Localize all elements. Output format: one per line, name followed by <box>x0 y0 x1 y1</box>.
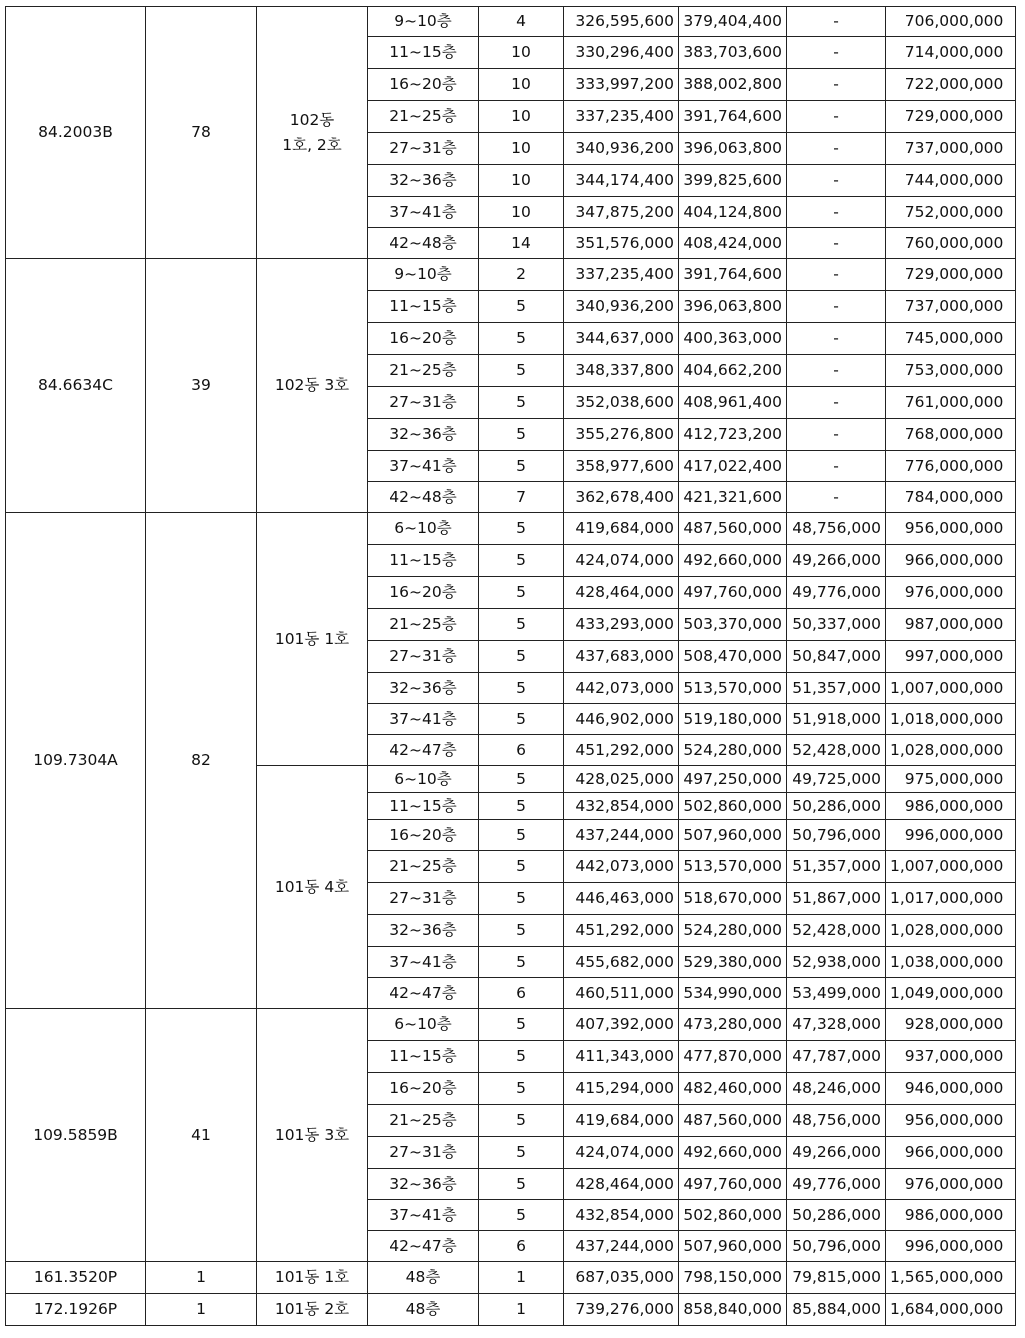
unit-count-cell: 5 <box>479 820 564 851</box>
unit-count-cell: 7 <box>479 482 564 513</box>
building-cost-cell: 507,960,000 <box>679 1231 787 1262</box>
unit-count-cell: 10 <box>479 197 564 228</box>
vat-cell: 47,787,000 <box>787 1041 886 1073</box>
supply-price-cell: 760,000,000 <box>886 228 1016 259</box>
supply-price-cell: 729,000,000 <box>886 101 1016 133</box>
supply-price-cell: 737,000,000 <box>886 133 1016 165</box>
supply-price-cell: 956,000,000 <box>886 1105 1016 1137</box>
building-cost-cell: 487,560,000 <box>679 1105 787 1137</box>
land-cost-cell: 407,392,000 <box>564 1009 679 1041</box>
land-cost-cell: 455,682,000 <box>564 947 679 978</box>
supply-price-cell: 1,007,000,000 <box>886 673 1016 704</box>
building-cost-cell: 421,321,600 <box>679 482 787 513</box>
unit-count-cell: 6 <box>479 735 564 766</box>
vat-cell: 50,796,000 <box>787 820 886 851</box>
building-cost-cell: 518,670,000 <box>679 883 787 915</box>
floor-range-cell: 21~25층 <box>368 609 479 641</box>
floor-range-cell: 11~15층 <box>368 793 479 820</box>
unit-count-cell: 5 <box>479 766 564 793</box>
land-cost-cell: 333,997,200 <box>564 69 679 101</box>
unit-count-cell: 5 <box>479 673 564 704</box>
unit-count-cell: 5 <box>479 1200 564 1231</box>
supply-price-cell: 737,000,000 <box>886 291 1016 323</box>
unit-count-cell: 1 <box>479 1294 564 1326</box>
table-row <box>6 513 1016 545</box>
building-cost-cell: 391,764,600 <box>679 259 787 291</box>
building-cost-cell: 513,570,000 <box>679 851 787 883</box>
unit-count-cell: 10 <box>479 101 564 133</box>
supply-price-cell: 937,000,000 <box>886 1041 1016 1073</box>
land-cost-cell: 340,936,200 <box>564 291 679 323</box>
supply-price-cell: 752,000,000 <box>886 197 1016 228</box>
land-cost-cell: 326,595,600 <box>564 7 679 37</box>
vat-cell: - <box>787 69 886 101</box>
floor-range-cell: 21~25층 <box>368 851 479 883</box>
land-cost-cell: 344,174,400 <box>564 165 679 197</box>
vat-cell: 50,847,000 <box>787 641 886 673</box>
unit-count-cell: 5 <box>479 545 564 577</box>
vat-cell: 51,357,000 <box>787 851 886 883</box>
building-cost-cell: 502,860,000 <box>679 793 787 820</box>
building-cost-cell: 492,660,000 <box>679 545 787 577</box>
vat-cell: 48,756,000 <box>787 513 886 545</box>
vat-cell: - <box>787 259 886 291</box>
supply-price-cell: 1,049,000,000 <box>886 978 1016 1009</box>
supply-price-cell: 996,000,000 <box>886 820 1016 851</box>
land-cost-cell: 437,244,000 <box>564 820 679 851</box>
total-units-cell: 1 <box>146 1262 257 1294</box>
building-cost-cell: 534,990,000 <box>679 978 787 1009</box>
unit-count-cell: 10 <box>479 165 564 197</box>
floor-range-cell: 48층 <box>368 1262 479 1294</box>
building-cost-cell: 388,002,800 <box>679 69 787 101</box>
total-units-cell: 41 <box>146 1009 257 1262</box>
land-cost-cell: 355,276,800 <box>564 419 679 451</box>
floor-range-cell: 11~15층 <box>368 291 479 323</box>
building-cost-cell: 492,660,000 <box>679 1137 787 1169</box>
floor-range-cell: 21~25층 <box>368 101 479 133</box>
building-cost-cell: 412,723,200 <box>679 419 787 451</box>
floor-range-cell: 27~31층 <box>368 641 479 673</box>
unit-count-cell: 5 <box>479 513 564 545</box>
unit-count-cell: 6 <box>479 1231 564 1262</box>
supply-price-cell: 928,000,000 <box>886 1009 1016 1041</box>
housing-type-cell: 109.7304A <box>6 513 146 1009</box>
supply-price-cell: 761,000,000 <box>886 387 1016 419</box>
supply-price-cell: 997,000,000 <box>886 641 1016 673</box>
building-cost-cell: 524,280,000 <box>679 735 787 766</box>
total-units-cell: 78 <box>146 7 257 259</box>
building-cost-cell: 379,404,400 <box>679 7 787 37</box>
land-cost-cell: 437,244,000 <box>564 1231 679 1262</box>
vat-cell: - <box>787 451 886 482</box>
building-cost-cell: 507,960,000 <box>679 820 787 851</box>
building-cost-cell: 482,460,000 <box>679 1073 787 1105</box>
unit-count-cell: 1 <box>479 1262 564 1294</box>
unit-count-cell: 5 <box>479 1073 564 1105</box>
floor-range-cell: 11~15층 <box>368 545 479 577</box>
land-cost-cell: 419,684,000 <box>564 513 679 545</box>
land-cost-cell: 446,902,000 <box>564 704 679 735</box>
building-cost-cell: 497,250,000 <box>679 766 787 793</box>
supply-price-cell: 996,000,000 <box>886 1231 1016 1262</box>
supply-price-cell: 729,000,000 <box>886 259 1016 291</box>
floor-range-cell: 42~48층 <box>368 482 479 513</box>
total-units-cell: 82 <box>146 513 257 1009</box>
land-cost-cell: 337,235,400 <box>564 259 679 291</box>
vat-cell: 52,938,000 <box>787 947 886 978</box>
building-cost-cell: 473,280,000 <box>679 1009 787 1041</box>
land-cost-cell: 347,875,200 <box>564 197 679 228</box>
building-cost-cell: 858,840,000 <box>679 1294 787 1326</box>
building-cost-cell: 404,662,200 <box>679 355 787 387</box>
vat-cell: 53,499,000 <box>787 978 886 1009</box>
unit-count-cell: 5 <box>479 1105 564 1137</box>
building-cost-cell: 487,560,000 <box>679 513 787 545</box>
vat-cell: - <box>787 101 886 133</box>
housing-type-cell: 84.2003B <box>6 7 146 259</box>
unit-count-cell: 5 <box>479 387 564 419</box>
vat-cell: - <box>787 37 886 69</box>
land-cost-cell: 433,293,000 <box>564 609 679 641</box>
supply-price-cell: 776,000,000 <box>886 451 1016 482</box>
vat-cell: 85,884,000 <box>787 1294 886 1326</box>
land-cost-cell: 432,854,000 <box>564 1200 679 1231</box>
total-units-cell: 1 <box>146 1294 257 1326</box>
unit-count-cell: 5 <box>479 451 564 482</box>
supply-price-cell: 987,000,000 <box>886 609 1016 641</box>
building-cost-cell: 408,961,400 <box>679 387 787 419</box>
vat-cell: 51,357,000 <box>787 673 886 704</box>
housing-type-cell: 172.1926P <box>6 1294 146 1326</box>
floor-range-cell: 11~15층 <box>368 37 479 69</box>
vat-cell: 52,428,000 <box>787 735 886 766</box>
vat-cell: 50,796,000 <box>787 1231 886 1262</box>
floor-range-cell: 42~47층 <box>368 735 479 766</box>
land-cost-cell: 446,463,000 <box>564 883 679 915</box>
floor-range-cell: 6~10층 <box>368 1009 479 1041</box>
building-unit-cell: 101동 1호 <box>257 1262 368 1294</box>
floor-range-cell: 27~31층 <box>368 133 479 165</box>
floor-range-cell: 32~36층 <box>368 419 479 451</box>
supply-price-cell: 986,000,000 <box>886 1200 1016 1231</box>
unit-count-cell: 10 <box>479 133 564 165</box>
unit-count-cell: 4 <box>479 7 564 37</box>
floor-range-cell: 37~41층 <box>368 947 479 978</box>
supply-price-cell: 966,000,000 <box>886 545 1016 577</box>
supply-price-cell: 1,038,000,000 <box>886 947 1016 978</box>
floor-range-cell: 32~36층 <box>368 915 479 947</box>
supply-price-cell: 1,028,000,000 <box>886 735 1016 766</box>
supply-price-cell: 946,000,000 <box>886 1073 1016 1105</box>
table-row <box>6 1262 1016 1294</box>
land-cost-cell: 340,936,200 <box>564 133 679 165</box>
vat-cell: 49,776,000 <box>787 577 886 609</box>
building-cost-cell: 502,860,000 <box>679 1200 787 1231</box>
building-cost-cell: 519,180,000 <box>679 704 787 735</box>
vat-cell: - <box>787 291 886 323</box>
supply-price-cell: 744,000,000 <box>886 165 1016 197</box>
unit-count-cell: 5 <box>479 947 564 978</box>
vat-cell: - <box>787 419 886 451</box>
floor-range-cell: 42~47층 <box>368 1231 479 1262</box>
floor-range-cell: 37~41층 <box>368 1200 479 1231</box>
vat-cell: 50,286,000 <box>787 1200 886 1231</box>
floor-range-cell: 16~20층 <box>368 1073 479 1105</box>
building-unit-cell: 102동 3호 <box>257 259 368 513</box>
vat-cell: 49,266,000 <box>787 545 886 577</box>
floor-range-cell: 16~20층 <box>368 69 479 101</box>
floor-range-cell: 16~20층 <box>368 323 479 355</box>
land-cost-cell: 437,683,000 <box>564 641 679 673</box>
housing-type-cell: 161.3520P <box>6 1262 146 1294</box>
unit-count-cell: 10 <box>479 37 564 69</box>
vat-cell: - <box>787 355 886 387</box>
supply-price-cell: 768,000,000 <box>886 419 1016 451</box>
building-cost-cell: 404,124,800 <box>679 197 787 228</box>
supply-price-cell: 1,028,000,000 <box>886 915 1016 947</box>
building-cost-cell: 524,280,000 <box>679 915 787 947</box>
land-cost-cell: 411,343,000 <box>564 1041 679 1073</box>
building-unit-cell: 101동 4호 <box>257 766 368 1009</box>
price-table <box>5 6 1016 1326</box>
vat-cell: 79,815,000 <box>787 1262 886 1294</box>
floor-range-cell: 32~36층 <box>368 1169 479 1200</box>
land-cost-cell: 739,276,000 <box>564 1294 679 1326</box>
land-cost-cell: 351,576,000 <box>564 228 679 259</box>
floor-range-cell: 16~20층 <box>368 577 479 609</box>
land-cost-cell: 424,074,000 <box>564 1137 679 1169</box>
vat-cell: - <box>787 482 886 513</box>
land-cost-cell: 362,678,400 <box>564 482 679 513</box>
unit-count-cell: 6 <box>479 978 564 1009</box>
vat-cell: 47,328,000 <box>787 1009 886 1041</box>
supply-price-cell: 753,000,000 <box>886 355 1016 387</box>
land-cost-cell: 352,038,600 <box>564 387 679 419</box>
vat-cell: 50,286,000 <box>787 793 886 820</box>
vat-cell: 52,428,000 <box>787 915 886 947</box>
table-row <box>6 1294 1016 1326</box>
building-cost-cell: 513,570,000 <box>679 673 787 704</box>
floor-range-cell: 48층 <box>368 1294 479 1326</box>
supply-price-cell: 1,017,000,000 <box>886 883 1016 915</box>
vat-cell: - <box>787 197 886 228</box>
unit-count-cell: 5 <box>479 355 564 387</box>
floor-range-cell: 6~10층 <box>368 766 479 793</box>
building-cost-cell: 417,022,400 <box>679 451 787 482</box>
unit-count-cell: 5 <box>479 793 564 820</box>
floor-range-cell: 27~31층 <box>368 1137 479 1169</box>
floor-range-cell: 9~10층 <box>368 7 479 37</box>
unit-count-cell: 5 <box>479 883 564 915</box>
unit-count-cell: 2 <box>479 259 564 291</box>
unit-count-cell: 5 <box>479 704 564 735</box>
table-row <box>6 7 1016 37</box>
unit-count-cell: 5 <box>479 1041 564 1073</box>
housing-type-cell: 84.6634C <box>6 259 146 513</box>
vat-cell: 51,918,000 <box>787 704 886 735</box>
floor-range-cell: 42~47층 <box>368 978 479 1009</box>
building-cost-cell: 497,760,000 <box>679 577 787 609</box>
building-cost-cell: 391,764,600 <box>679 101 787 133</box>
supply-price-cell: 975,000,000 <box>886 766 1016 793</box>
vat-cell: - <box>787 7 886 37</box>
unit-count-cell: 5 <box>479 641 564 673</box>
supply-price-cell: 1,007,000,000 <box>886 851 1016 883</box>
supply-price-cell: 784,000,000 <box>886 482 1016 513</box>
unit-count-cell: 5 <box>479 851 564 883</box>
vat-cell: - <box>787 133 886 165</box>
building-cost-cell: 503,370,000 <box>679 609 787 641</box>
building-cost-cell: 396,063,800 <box>679 133 787 165</box>
supply-price-cell: 1,565,000,000 <box>886 1262 1016 1294</box>
unit-count-cell: 14 <box>479 228 564 259</box>
building-cost-cell: 396,063,800 <box>679 291 787 323</box>
land-cost-cell: 442,073,000 <box>564 673 679 704</box>
floor-range-cell: 27~31층 <box>368 387 479 419</box>
building-unit-cell: 101동 2호 <box>257 1294 368 1326</box>
supply-price-cell: 745,000,000 <box>886 323 1016 355</box>
land-cost-cell: 460,511,000 <box>564 978 679 1009</box>
building-cost-cell: 383,703,600 <box>679 37 787 69</box>
floor-range-cell: 16~20층 <box>368 820 479 851</box>
land-cost-cell: 428,464,000 <box>564 577 679 609</box>
building-unit-cell: 101동 1호 <box>257 513 368 766</box>
land-cost-cell: 428,025,000 <box>564 766 679 793</box>
vat-cell: 48,246,000 <box>787 1073 886 1105</box>
land-cost-cell: 348,337,800 <box>564 355 679 387</box>
supply-price-cell: 986,000,000 <box>886 793 1016 820</box>
floor-range-cell: 42~48층 <box>368 228 479 259</box>
building-cost-cell: 508,470,000 <box>679 641 787 673</box>
unit-count-cell: 10 <box>479 69 564 101</box>
land-cost-cell: 687,035,000 <box>564 1262 679 1294</box>
supply-price-cell: 714,000,000 <box>886 37 1016 69</box>
land-cost-cell: 451,292,000 <box>564 735 679 766</box>
vat-cell: 49,266,000 <box>787 1137 886 1169</box>
vat-cell: - <box>787 387 886 419</box>
supply-price-cell: 976,000,000 <box>886 1169 1016 1200</box>
building-cost-cell: 399,825,600 <box>679 165 787 197</box>
vat-cell: 49,725,000 <box>787 766 886 793</box>
floor-range-cell: 27~31층 <box>368 883 479 915</box>
supply-price-cell: 976,000,000 <box>886 577 1016 609</box>
land-cost-cell: 358,977,600 <box>564 451 679 482</box>
unit-count-cell: 5 <box>479 419 564 451</box>
supply-price-cell: 706,000,000 <box>886 7 1016 37</box>
unit-count-cell: 5 <box>479 609 564 641</box>
floor-range-cell: 9~10층 <box>368 259 479 291</box>
floor-range-cell: 32~36층 <box>368 165 479 197</box>
land-cost-cell: 428,464,000 <box>564 1169 679 1200</box>
land-cost-cell: 419,684,000 <box>564 1105 679 1137</box>
housing-type-cell: 109.5859B <box>6 1009 146 1262</box>
floor-range-cell: 32~36층 <box>368 673 479 704</box>
vat-cell: - <box>787 165 886 197</box>
vat-cell: - <box>787 323 886 355</box>
unit-count-cell: 5 <box>479 577 564 609</box>
building-unit-cell: 101동 3호 <box>257 1009 368 1262</box>
vat-cell: 49,776,000 <box>787 1169 886 1200</box>
floor-range-cell: 11~15층 <box>368 1041 479 1073</box>
table-row <box>6 259 1016 291</box>
vat-cell: 48,756,000 <box>787 1105 886 1137</box>
unit-count-cell: 5 <box>479 323 564 355</box>
supply-price-cell: 722,000,000 <box>886 69 1016 101</box>
unit-count-cell: 5 <box>479 291 564 323</box>
land-cost-cell: 432,854,000 <box>564 793 679 820</box>
floor-range-cell: 37~41층 <box>368 197 479 228</box>
supply-price-cell: 1,018,000,000 <box>886 704 1016 735</box>
vat-cell: - <box>787 228 886 259</box>
unit-count-cell: 5 <box>479 1009 564 1041</box>
land-cost-cell: 415,294,000 <box>564 1073 679 1105</box>
land-cost-cell: 344,637,000 <box>564 323 679 355</box>
building-cost-cell: 529,380,000 <box>679 947 787 978</box>
building-cost-cell: 798,150,000 <box>679 1262 787 1294</box>
floor-range-cell: 21~25층 <box>368 355 479 387</box>
floor-range-cell: 21~25층 <box>368 1105 479 1137</box>
building-cost-cell: 497,760,000 <box>679 1169 787 1200</box>
unit-count-cell: 5 <box>479 1137 564 1169</box>
supply-price-cell: 1,684,000,000 <box>886 1294 1016 1326</box>
floor-range-cell: 37~41층 <box>368 704 479 735</box>
supply-price-cell: 966,000,000 <box>886 1137 1016 1169</box>
building-unit-cell: 102동 1호, 2호 <box>257 7 368 259</box>
unit-count-cell: 5 <box>479 915 564 947</box>
table-row <box>6 1009 1016 1041</box>
total-units-cell: 39 <box>146 259 257 513</box>
unit-count-cell: 5 <box>479 1169 564 1200</box>
supply-price-cell: 956,000,000 <box>886 513 1016 545</box>
land-cost-cell: 451,292,000 <box>564 915 679 947</box>
vat-cell: 51,867,000 <box>787 883 886 915</box>
land-cost-cell: 424,074,000 <box>564 545 679 577</box>
land-cost-cell: 442,073,000 <box>564 851 679 883</box>
floor-range-cell: 37~41층 <box>368 451 479 482</box>
land-cost-cell: 337,235,400 <box>564 101 679 133</box>
building-cost-cell: 400,363,000 <box>679 323 787 355</box>
building-cost-cell: 477,870,000 <box>679 1041 787 1073</box>
land-cost-cell: 330,296,400 <box>564 37 679 69</box>
vat-cell: 50,337,000 <box>787 609 886 641</box>
floor-range-cell: 6~10층 <box>368 513 479 545</box>
building-cost-cell: 408,424,000 <box>679 228 787 259</box>
